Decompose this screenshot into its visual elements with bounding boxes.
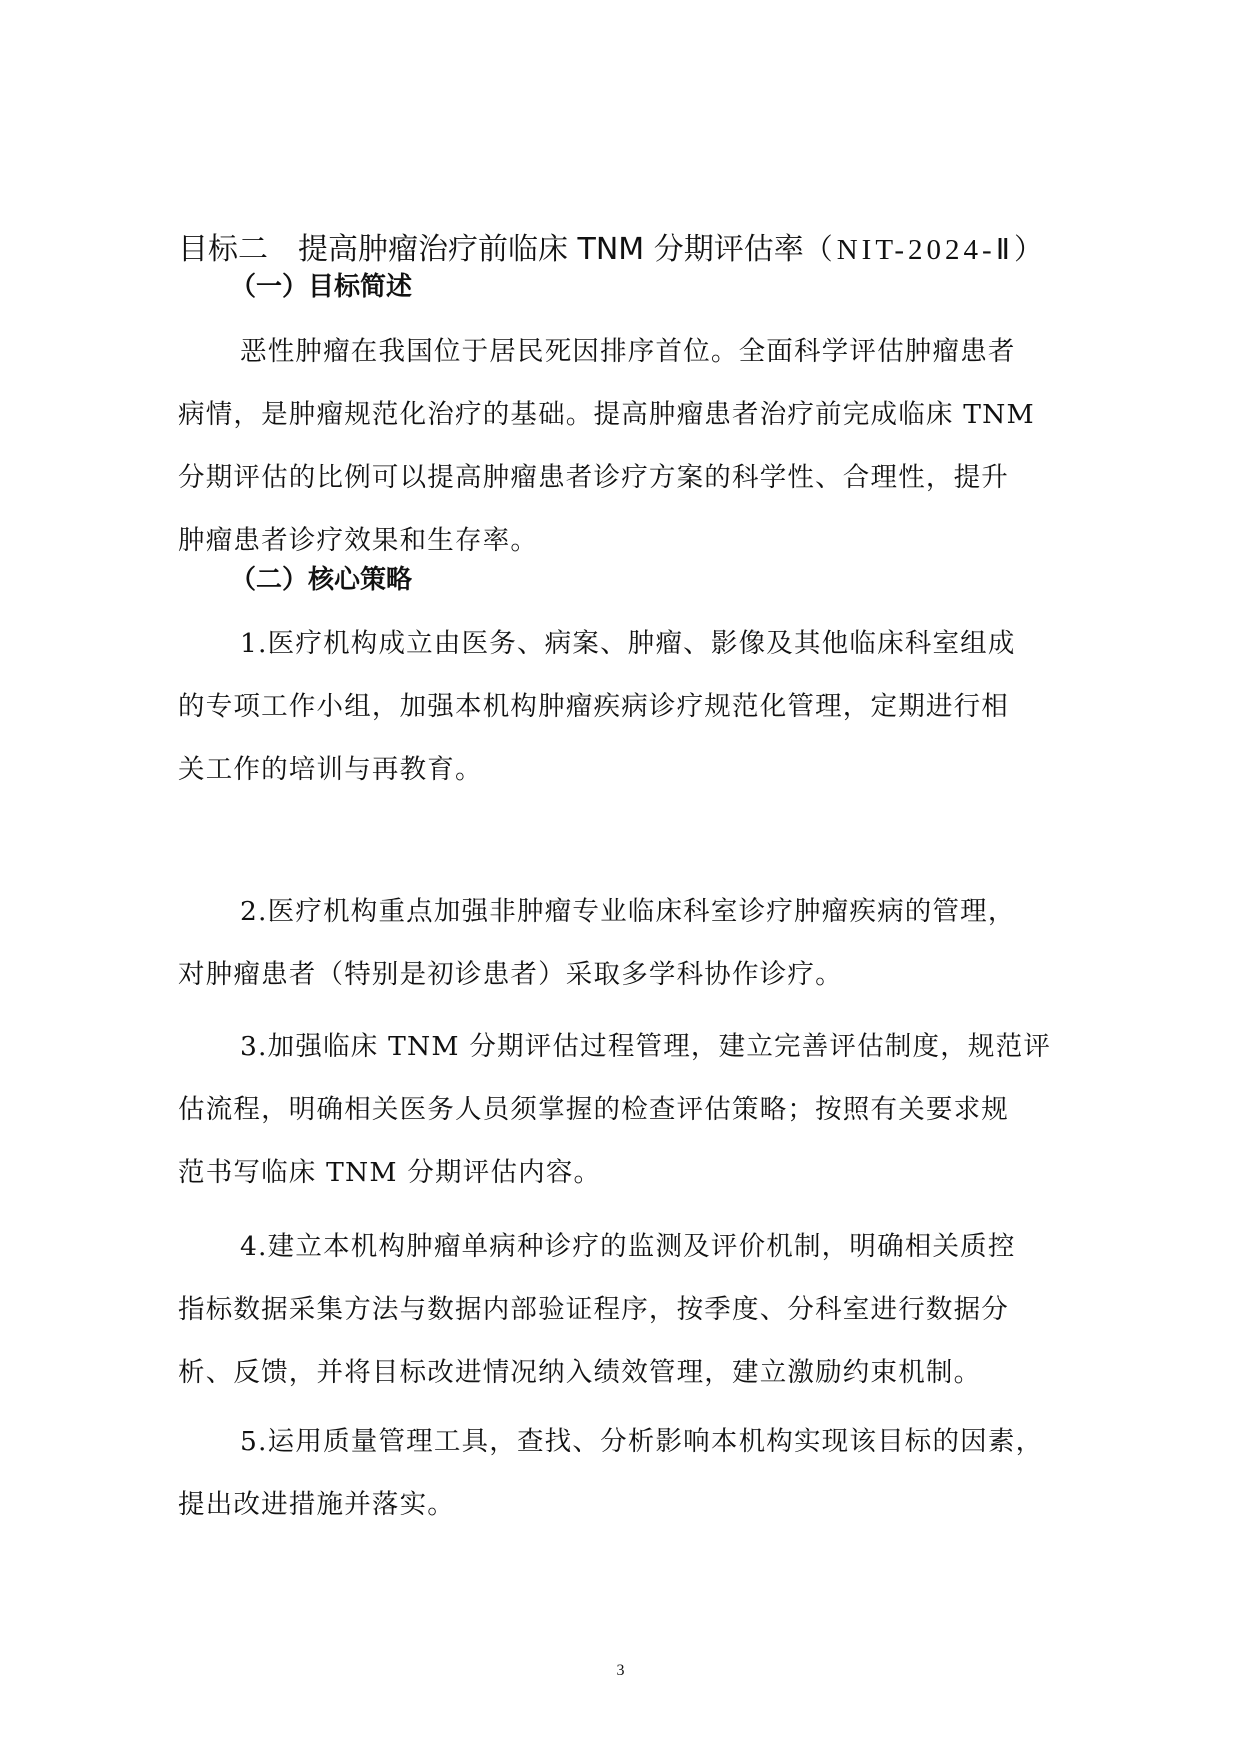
paragraph-line: 2.医疗机构重点加强非肿瘤专业临床科室诊疗肿瘤疾病的管理， [240, 896, 1016, 927]
paragraph-line: 肿瘤患者诊疗效果和生存率。 [178, 525, 539, 556]
strategy-item-3 [178, 1015, 1064, 1204]
paragraph-line: 病情，是肿瘤规范化治疗的基础。提高肿瘤患者治疗前完成临床 TNM [178, 399, 1035, 430]
section-heading-overview: （一）目标简述 [230, 272, 413, 302]
title-main: 提高肿瘤治疗前临床 TNM 分期评估率 [298, 232, 804, 267]
title-prefix: 目标二 [178, 232, 268, 267]
strategy-item-1 [178, 612, 1064, 801]
paragraph-line: 关工作的培训与再教育。 [178, 754, 483, 785]
paragraph-line: 1.医疗机构成立由医务、病案、肿瘤、影像及其他临床科室组成 [240, 628, 1016, 659]
paragraph-line: 4.建立本机构肿瘤单病种诊疗的监测及评价机制，明确相关质控 [240, 1231, 1016, 1262]
strategy-item-4 [178, 1215, 1064, 1404]
paragraph-line: 估流程，明确相关医务人员须掌握的检查评估策略；按照有关要求规 [178, 1094, 1009, 1125]
paragraph-line: 5.运用质量管理工具，查找、分析影响本机构实现该目标的因素， [240, 1426, 1044, 1457]
paragraph-line: 指标数据采集方法与数据内部验证程序，按季度、分科室进行数据分 [178, 1294, 1009, 1325]
paragraph-line: 析、反馈，并将目标改进情况纳入绩效管理，建立激励约束机制。 [178, 1357, 982, 1388]
title-code: （NIT-2024-Ⅱ） [803, 234, 1047, 266]
paragraph-line: 范书写临床 TNM 分期评估内容。 [178, 1157, 602, 1188]
page-number: 3 [616, 1662, 625, 1679]
paragraph-line: 提出改进措施并落实。 [178, 1489, 455, 1520]
paragraph-line: 分期评估的比例可以提高肿瘤患者诊疗方案的科学性、合理性，提升 [178, 462, 1009, 493]
strategy-item-2 [178, 880, 1064, 1006]
paragraph-line: 3.加强临床 TNM 分期评估过程管理，建立完善评估制度，规范评 [240, 1031, 1052, 1062]
paragraph-overview [178, 320, 1064, 572]
strategy-item-5 [178, 1410, 1064, 1536]
paragraph-line: 对肿瘤患者（特别是初诊患者）采取多学科协作诊疗。 [178, 959, 843, 990]
section-heading-strategy: （二）核心策略 [230, 565, 413, 595]
paragraph-line: 的专项工作小组，加强本机构肿瘤疾病诊疗规范化管理，定期进行相 [178, 691, 1009, 722]
paragraph-line: 恶性肿瘤在我国位于居民死因排序首位。全面科学评估肿瘤患者 [240, 336, 1016, 367]
